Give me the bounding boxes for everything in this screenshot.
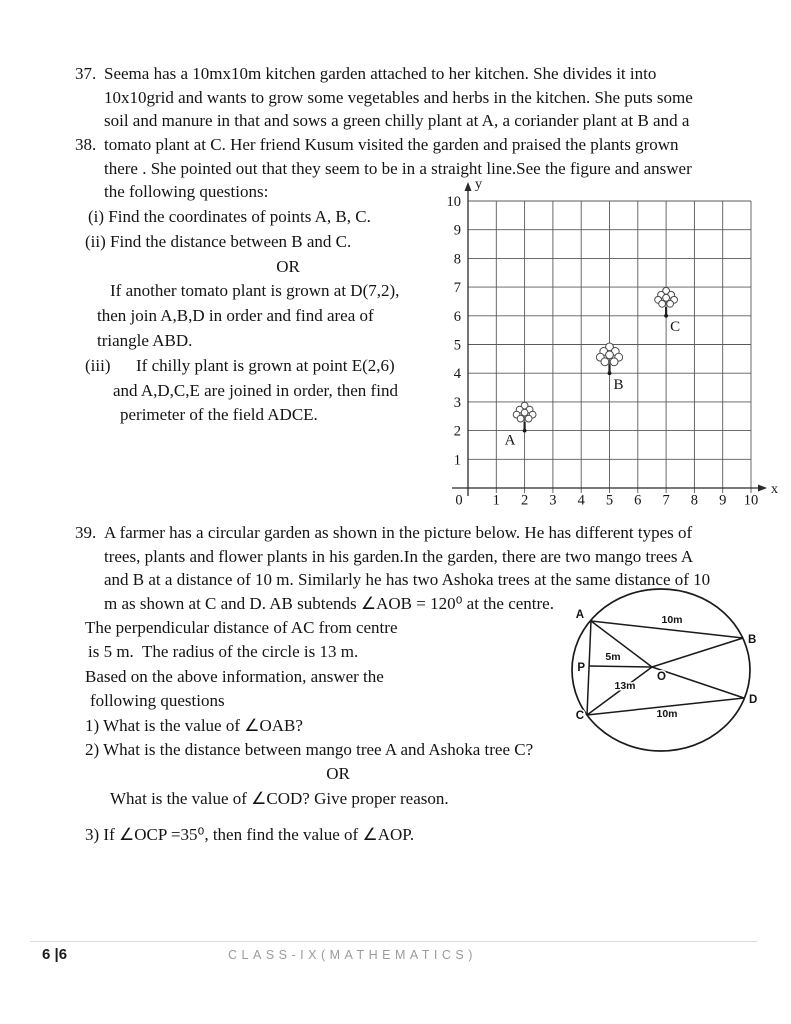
y-axis-label: y (475, 177, 482, 192)
question-38-subquestions (78, 205, 498, 428)
question-39-line: and B at a distance of 10 m. Similarly he has two Ashoka trees at the same distance of 10 (104, 570, 711, 590)
question-39-line: A farmer has a circular garden as shown in the picture below. He has different types of (104, 523, 693, 542)
measure-oc: 13m (614, 680, 636, 692)
question-39-body-line: Based on the above information, answer the (85, 666, 384, 686)
question-39-body-line: What is the value of ∠COD? Give proper reason. (110, 788, 449, 808)
shrub-plant-icon (517, 415, 524, 422)
point-label-p: P (577, 662, 585, 674)
y-tick-label: 1 (453, 452, 461, 469)
subquestion-line: If another tomato plant is grown at D(7,2), (110, 281, 400, 301)
question-39-body-line: is 5 m. The radius of the circle is 13 m. (88, 642, 359, 662)
subquestion-line: then join A,B,D in order and find area of (97, 306, 374, 326)
question-39-body-line (78, 811, 598, 823)
subquestion-line: and A,D,C,E are joined in order, then find (113, 380, 398, 400)
question-39-line: trees, plants and flower plants in his garden.In the garden, there are two mango trees A (104, 546, 694, 566)
chord-ac (587, 621, 591, 715)
shrub-plant-icon (606, 351, 614, 359)
x-tick-label: 9 (719, 492, 727, 509)
x-tick-label: 8 (690, 492, 699, 509)
footer-page-indicator: 6 |6 (42, 946, 68, 963)
subquestion-line: triangle ABD. (97, 330, 193, 350)
measure-po: 5m (605, 651, 621, 663)
question-37-text (104, 62, 755, 133)
point-label-c: C (575, 710, 584, 722)
x-tick-label: 6 (634, 492, 642, 509)
radius-ob (652, 638, 743, 667)
x-tick-label: 0 (455, 492, 463, 509)
question-39-body-line: 1) What is the value of ∠OAB? (85, 715, 303, 735)
kitchen-garden-coordinate-grid-figure (440, 170, 785, 522)
point-label-a: A (504, 432, 516, 449)
y-tick-label: 8 (453, 251, 461, 268)
y-tick-label: 3 (453, 394, 461, 411)
subquestion-line: (i) Find the coordinates of points A, B, C. (88, 207, 371, 226)
x-tick-label: 2 (520, 492, 529, 509)
point-label-d: D (749, 694, 758, 706)
x-tick-label: 10 (743, 492, 759, 509)
question-37-line: 10x10grid and wants to grow some vegetables and herbs in the kitchen. She puts some (104, 87, 693, 107)
y-tick-label: 9 (453, 222, 461, 239)
shrub-plant-icon (659, 300, 666, 307)
question-38-line: there . She pointed out that they seem to be in a straight line.See the figure and answer (104, 158, 692, 178)
question-38-number: 38. (75, 135, 97, 154)
shrub-plant-icon (667, 300, 674, 307)
subquestion-line: OR (276, 256, 300, 276)
segment-po (589, 666, 652, 667)
y-axis-arrow-icon (465, 182, 472, 191)
x-tick-label: 1 (492, 492, 500, 509)
question-39-body (78, 616, 598, 848)
y-tick-label: 10 (446, 194, 461, 210)
question-38-line: the following questions: (104, 182, 269, 202)
shrub-plant-icon (601, 358, 609, 366)
y-tick-label: 6 (453, 308, 461, 325)
footer-course-title: CLASS-IX(MATHEMATICS) (228, 948, 477, 962)
measure-cd: 10m (656, 708, 678, 720)
question-38-line: tomato plant at C. Her friend Kusum visited the garden and praised the plants grown (104, 135, 679, 154)
question-39-body-line: 3) If ∠OCP =35⁰, then find the value of ∠AOP. (85, 825, 415, 845)
y-tick-label: 7 (453, 280, 461, 297)
circle-figure-lines (587, 621, 744, 715)
shrub-plant-icon (521, 409, 528, 416)
shrub-plant-icon (663, 294, 670, 301)
measure-ab: 10m (661, 614, 683, 626)
x-axis-label: x (771, 482, 778, 497)
point-label-c: C (670, 318, 681, 335)
question-39-body-line: The perpendicular distance of AC from centre (85, 618, 398, 637)
question-37-number: 37. (75, 64, 97, 83)
subquestion-line: (ii) Find the distance between B and C. (85, 231, 352, 251)
shrub-plant-icon (610, 358, 618, 366)
point-label-o: O (657, 671, 666, 683)
circular-garden-figure (558, 576, 791, 772)
subquestion-line: perimeter of the field ADCE. (120, 405, 318, 425)
shrub-plant-icon (525, 415, 532, 422)
footer-divider (30, 941, 757, 942)
question-37-line: soil and manure in that and sows a green chilly plant at A, a coriander plant at B and a (104, 111, 690, 131)
subquestion-line: (iii) If chilly plant is grown at point E(2,6) (85, 355, 395, 375)
question-39-line: m as shown at C and D. AB subtends ∠AOB = 120⁰ at the centre. (104, 593, 554, 613)
x-tick-label: 5 (605, 492, 614, 509)
y-tick-label: 4 (453, 366, 461, 383)
x-tick-label: 4 (577, 492, 585, 509)
y-tick-label: 2 (453, 423, 461, 440)
y-tick-label: 5 (453, 337, 461, 354)
question-37-line: Seema has a 10mx10m kitchen garden attached to her kitchen. She divides it into (104, 64, 657, 83)
point-label-a: A (575, 609, 584, 621)
question-39-body-line: OR (326, 764, 350, 784)
question-39-body-line: 2) What is the distance between mango tree A and Ashoka tree C? (85, 740, 534, 760)
question-37 (75, 62, 755, 133)
point-label-b: B (613, 377, 624, 394)
x-tick-label: 3 (549, 492, 557, 509)
question-39-number: 39. (75, 523, 97, 542)
radius-oa (591, 621, 652, 667)
point-label-b: B (748, 634, 757, 646)
question-39-body-line: following questions (90, 691, 225, 711)
x-axis-arrow-icon (758, 485, 767, 492)
x-tick-label: 7 (662, 492, 670, 509)
